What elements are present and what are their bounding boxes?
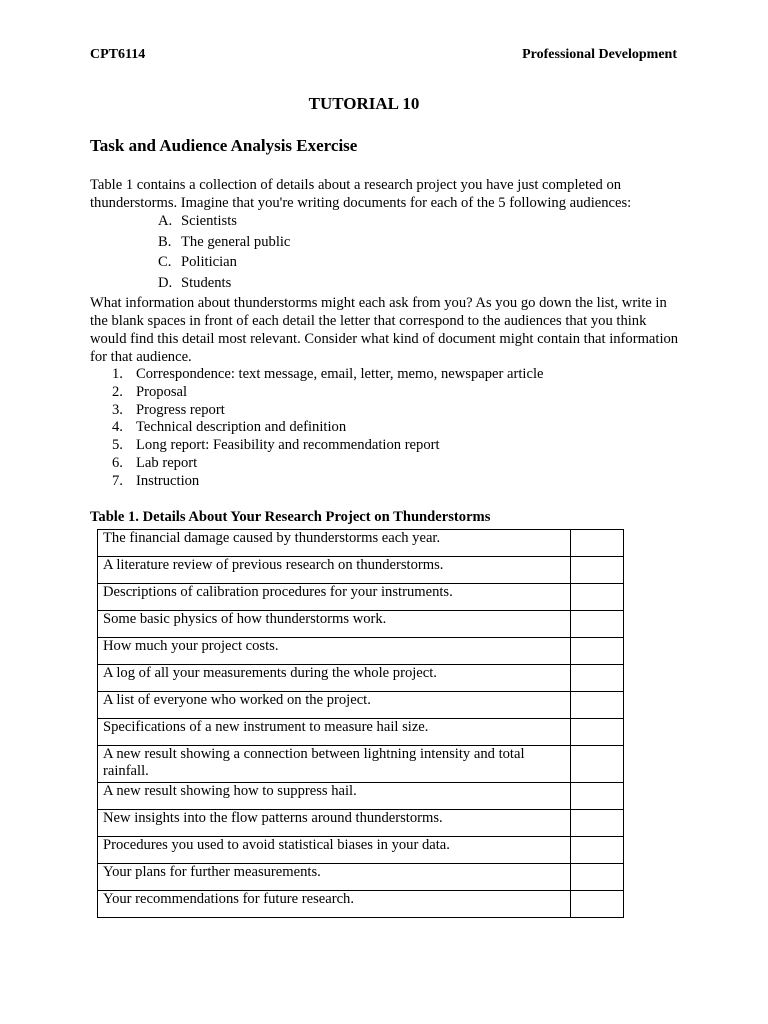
detail-cell: New insights into the flow patterns around thunderstorms. — [98, 810, 571, 837]
document-type-item: 6. Lab report — [112, 454, 198, 471]
document-type-item: 1. Correspondence: text message, email, letter, memo, newspaper article — [112, 366, 544, 382]
answer-blank[interactable] — [571, 891, 624, 918]
answer-blank[interactable] — [571, 584, 624, 611]
table-row — [98, 530, 624, 557]
detail-cell: Procedures you used to avoid statistical biases in your data. — [98, 837, 571, 864]
answer-blank[interactable] — [571, 864, 624, 891]
document-type-item: 4. Technical description and definition — [112, 419, 347, 436]
document-type-item: 3. Progress report — [112, 401, 225, 418]
answer-blank[interactable] — [571, 530, 624, 557]
detail-cell: A new result showing how to suppress hail. — [98, 783, 571, 810]
answer-blank[interactable] — [571, 837, 624, 864]
answer-blank[interactable] — [571, 557, 624, 584]
answer-blank[interactable] — [571, 638, 624, 665]
document-type-item: 7. Instruction — [112, 472, 200, 489]
course-code: CPT6114 — [90, 47, 146, 62]
page-title: TUTORIAL 10 — [308, 94, 420, 113]
detail-cell: A log of all your measurements during the whole project. — [98, 665, 571, 692]
detail-cell: Your plans for further measurements. — [98, 864, 571, 891]
table-row — [98, 783, 624, 810]
detail-cell: The financial damage caused by thunderstorms each year. — [98, 530, 571, 557]
detail-cell: A new result showing a connection between lightning intensity and total rainfall. — [98, 746, 571, 783]
table-row — [98, 692, 624, 719]
instructions-paragraph: What information about thunderstorms might each ask from you? As you go down the list, write in the blank spaces in front of each detail the letter that correspond to the audiences that you think would find this detail most relevant. Consider what kind of document might contain that information for that audience. — [90, 295, 679, 365]
answer-blank[interactable] — [571, 665, 624, 692]
answer-blank[interactable] — [571, 692, 624, 719]
answer-blank[interactable] — [571, 719, 624, 746]
table-row — [98, 864, 624, 891]
answer-blank[interactable] — [571, 746, 624, 783]
table-row — [98, 719, 624, 746]
table-row — [98, 891, 624, 918]
detail-cell: Descriptions of calibration procedures for your instruments. — [98, 584, 571, 611]
table-row — [98, 557, 624, 584]
table-row — [98, 665, 624, 692]
detail-cell: Your recommendations for future research. — [98, 891, 571, 918]
table-caption: Table 1. Details About Your Research Project on Thunderstorms — [90, 509, 491, 525]
course-name: Professional Development — [522, 47, 677, 62]
audience-item: A. Scientists — [158, 213, 237, 229]
detail-cell: Specifications of a new instrument to measure hail size. — [98, 719, 571, 746]
exercise-title: Task and Audience Analysis Exercise — [90, 136, 358, 155]
detail-cell: A literature review of previous research on thunderstorms. — [98, 557, 571, 584]
detail-cell: How much your project costs. — [98, 638, 571, 665]
detail-cell: A list of everyone who worked on the project. — [98, 692, 571, 719]
audience-item: C. Politician — [158, 254, 237, 270]
audience-list — [158, 212, 290, 294]
audience-item: D. Students — [158, 274, 232, 291]
table-row — [98, 611, 624, 638]
details-table — [97, 529, 624, 918]
table-row — [98, 638, 624, 665]
answer-blank[interactable] — [571, 810, 624, 837]
document-type-item: 2. Proposal — [112, 383, 188, 400]
answer-blank[interactable] — [571, 611, 624, 638]
table-row — [98, 810, 624, 837]
table-row — [98, 584, 624, 611]
audience-item: B. The general public — [158, 233, 291, 250]
table-row — [98, 837, 624, 864]
detail-cell: Some basic physics of how thunderstorms work. — [98, 611, 571, 638]
document-type-list — [112, 366, 543, 491]
answer-blank[interactable] — [571, 783, 624, 810]
table-row — [98, 746, 624, 783]
intro-paragraph: Table 1 contains a collection of details about a research project you have just completed on thunderstorms. Imagine that you're writing documents for each of the 5 following audiences: — [90, 177, 632, 211]
document-type-item: 5. Long report: Feasibility and recommendation report — [112, 437, 440, 454]
